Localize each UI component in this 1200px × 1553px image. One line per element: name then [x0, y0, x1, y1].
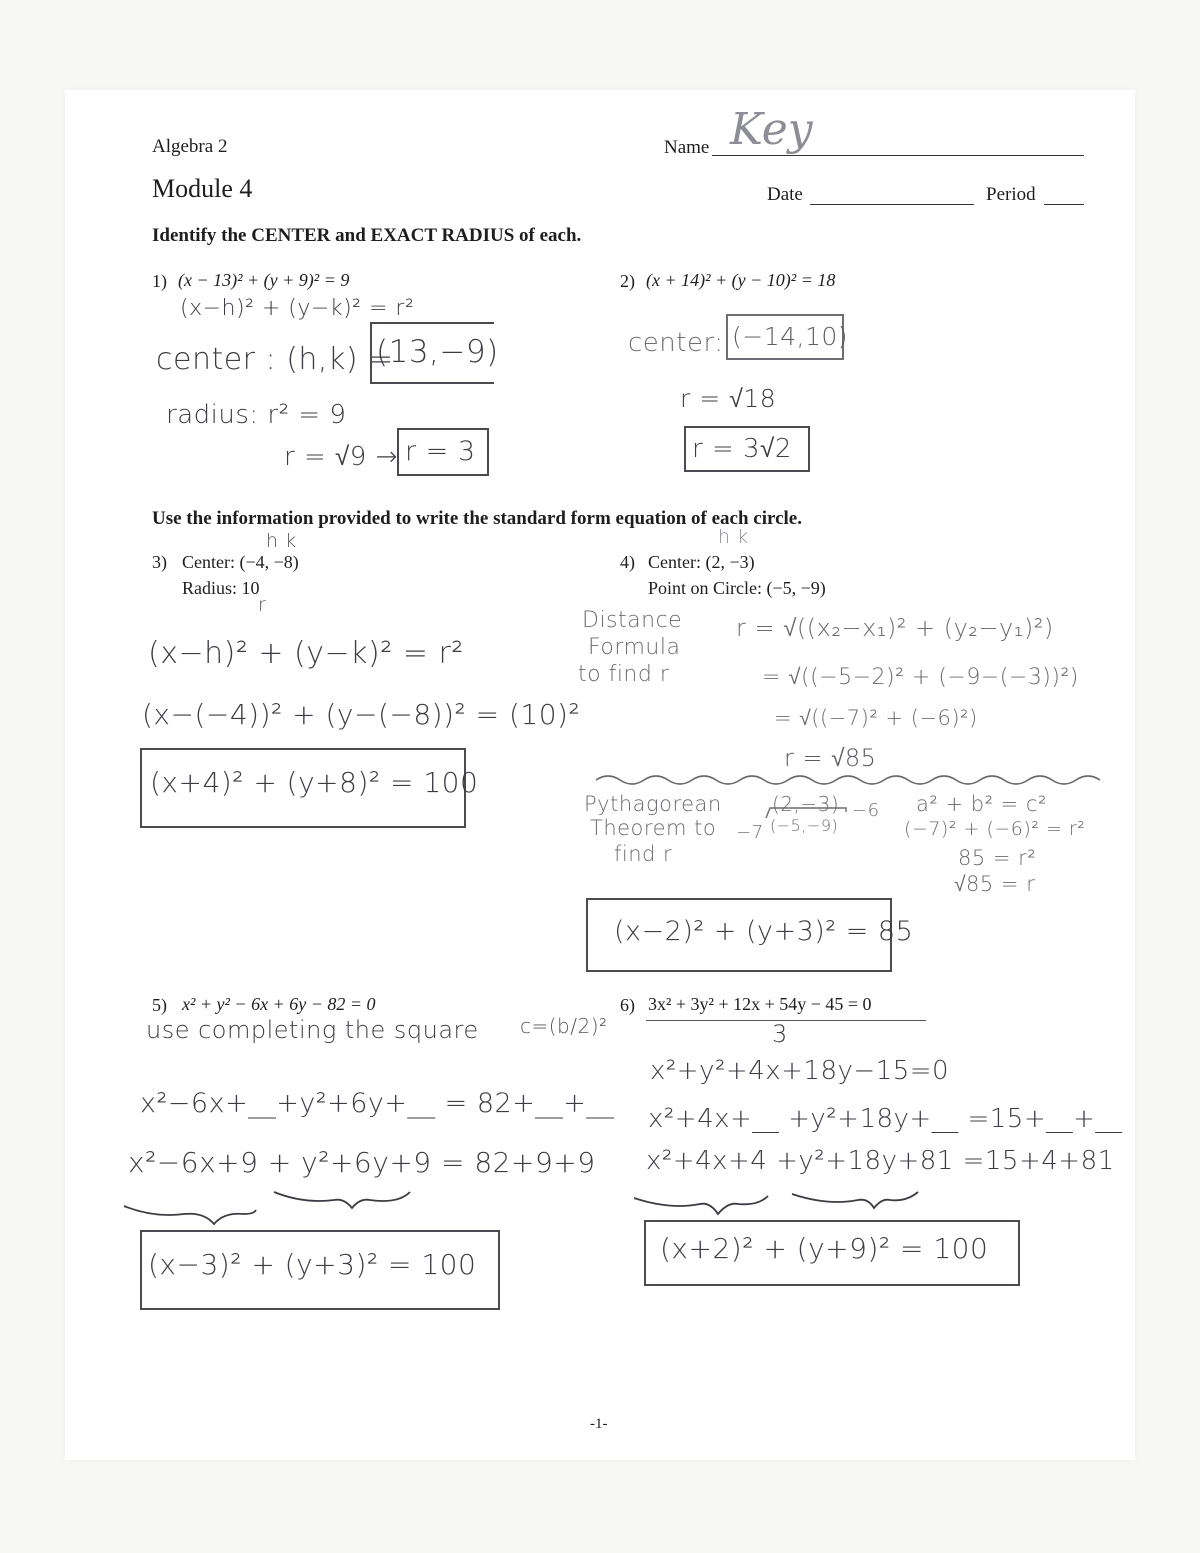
p4-point: Point on Circle: (−5, −9)	[648, 578, 826, 598]
p4-dist-note-1: Distance	[582, 608, 683, 633]
section1-instruction: Identify the CENTER and EXACT RADIUS of each.	[152, 225, 582, 246]
p5-work2: x²−6x+9 + y²+6y+9 = 82+9+9	[128, 1146, 596, 1179]
section2-instruction: Use the information provided to write the standard form equation of each circle.	[152, 508, 802, 529]
p4-dist3: = √((−7)² + (−6)²)	[774, 706, 978, 730]
p1-work-form: (x−h)² + (y−k)² = r²	[180, 296, 415, 321]
p4-pyth2: (−7)² + (−6)² = r²	[904, 818, 1086, 840]
p3-radius: Radius: 10	[182, 578, 260, 598]
p6-work2: x²+4x+__ +y²+18y+__ =15+__+__	[648, 1104, 1123, 1134]
p4-center: Center: (2, −3)	[648, 552, 755, 572]
p6-divisor: 3	[772, 1020, 788, 1048]
p6-work3: x²+4x+4 +y²+18y+81 =15+4+81	[646, 1146, 1115, 1176]
p4-dist-note-2: Formula	[588, 635, 681, 660]
name-value: Key	[730, 104, 813, 155]
p1-center-answer: (13,−9)	[376, 334, 499, 370]
p1-work-center: center : (h,k) =	[156, 342, 394, 377]
p5-formula: c=(b/2)²	[520, 1014, 608, 1038]
p3-annot-r: r	[258, 594, 267, 616]
p5-equation: x² + y² − 6x + 6y − 82 = 0	[182, 994, 376, 1014]
p4-pyth1: a² + b² = c²	[916, 792, 1047, 816]
p3-work1: (x−h)² + (y−k)² = r²	[148, 636, 464, 671]
period-label: Period	[986, 184, 1036, 205]
name-label: Name	[664, 137, 710, 158]
p4-pyth-pts: (2,−3)	[772, 792, 840, 816]
page-number: -1-	[590, 1416, 608, 1432]
p2-center-answer: (−14,10)	[732, 322, 849, 351]
p6-work1: x²+y²+4x+18y−15=0	[650, 1056, 950, 1086]
p4-annot-hk: h k	[718, 526, 749, 548]
p3-work2: (x−(−4))² + (y−(−8))² = (10)²	[142, 698, 581, 731]
p3-annot-hk: h k	[266, 530, 297, 552]
p6-equation: 3x² + 3y² + 12x + 54y − 45 = 0	[648, 994, 872, 1014]
p4-pyth-pts2: (−5,−9)	[770, 816, 839, 835]
p6-label: 6)	[620, 995, 635, 1015]
p3-label: 3)	[152, 552, 167, 572]
module-title: Module 4	[152, 174, 253, 203]
p4-pyth-m6: −6	[852, 800, 880, 821]
p3-answer: (x+4)² + (y+8)² = 100	[150, 766, 479, 799]
p5-note: use completing the square	[146, 1016, 479, 1044]
p5-label: 5)	[152, 995, 167, 1015]
p2-label: 2)	[620, 271, 635, 291]
p2-work-r: r = √18	[680, 384, 777, 413]
p3-center: Center: (−4, −8)	[182, 552, 299, 572]
p4-dist4: r = √85	[784, 744, 877, 772]
p2-radius-answer: r = 3√2	[692, 434, 792, 464]
p1-work-radius: radius: r² = 9	[166, 400, 347, 430]
p4-pyth-m7: −7	[736, 822, 764, 843]
p4-pyth-note-3: find r	[614, 842, 673, 866]
p4-dist-note-3: to find r	[578, 662, 670, 687]
p4-dist1: r = √((x₂−x₁)² + (y₂−y₁)²)	[736, 614, 1054, 642]
p4-pyth3: 85 = r²	[958, 846, 1037, 870]
p4-dist2: = √((−5−2)² + (−9−(−3))²)	[762, 665, 1079, 690]
p4-label: 4)	[620, 552, 635, 572]
date-label: Date	[767, 184, 803, 205]
p5-work1: x²−6x+__+y²+6y+__ = 82+__+__	[140, 1088, 615, 1119]
p4-pyth4: √85 = r	[954, 872, 1036, 896]
p4-pyth-note-1: Pythagorean	[584, 792, 722, 816]
p4-pyth-note-2: Theorem to	[590, 816, 717, 840]
p1-radius-answer: r = 3	[405, 436, 476, 467]
p2-equation: (x + 14)² + (y − 10)² = 18	[646, 270, 836, 290]
p5-answer: (x−3)² + (y+3)² = 100	[148, 1248, 477, 1281]
course-title: Algebra 2	[152, 136, 228, 157]
p2-work-center: center:	[628, 328, 724, 358]
p6-answer: (x+2)² + (y+9)² = 100	[660, 1232, 989, 1265]
p1-work-r: r = √9 →	[284, 442, 398, 472]
p1-label: 1)	[152, 271, 167, 291]
p1-equation: (x − 13)² + (y + 9)² = 9	[178, 270, 350, 290]
p4-answer: (x−2)² + (y+3)² = 85	[614, 916, 914, 947]
